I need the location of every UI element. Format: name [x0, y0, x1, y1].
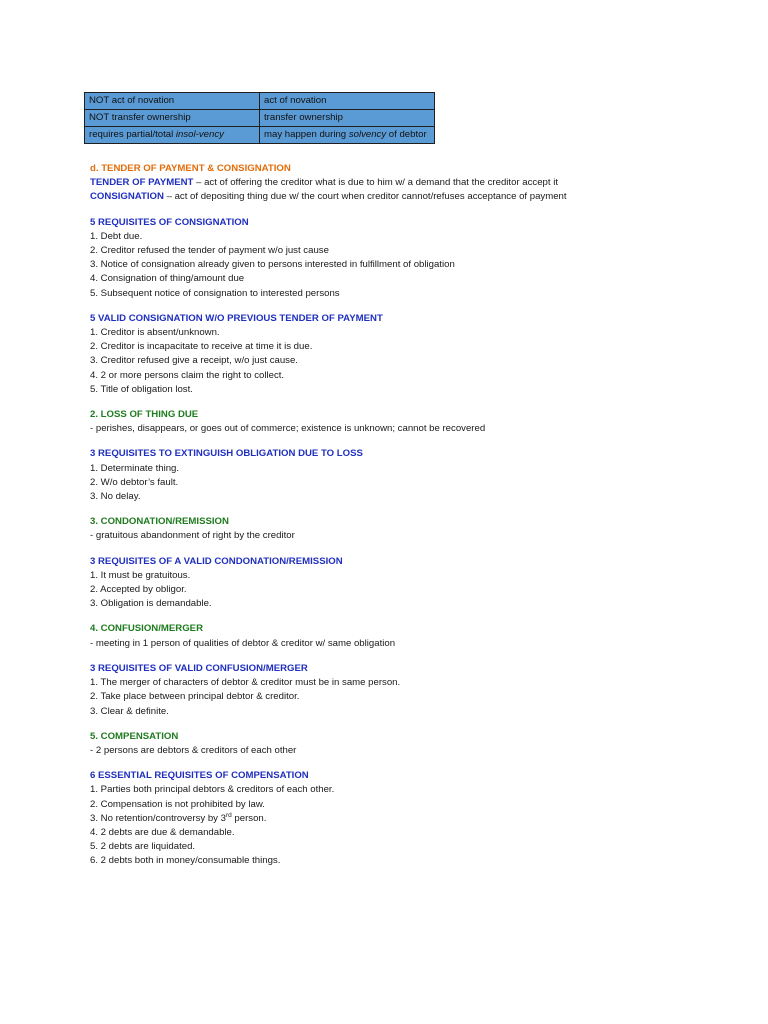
list-item: 4. Consignation of thing/amount due: [90, 273, 245, 285]
loss-section: [90, 408, 730, 436]
defined-term: CONSIGNATION: [90, 191, 164, 203]
cell-emphasis: insol-vency: [175, 129, 224, 140]
list-item: 4. 2 debts are due & demandable.: [90, 826, 235, 838]
section-heading: 3 REQUISITES OF A VALID CONDONATION/REMISSION: [90, 555, 343, 567]
requisites-compensation-section: [90, 769, 730, 868]
cell-text: of debtor: [386, 129, 427, 140]
list-item: 1. It must be gratuitous.: [90, 569, 191, 581]
list-item: 2. Creditor is incapacitate to receive at time it is due.: [90, 341, 313, 353]
table-row: [85, 110, 435, 127]
list-item: 3. Clear & definite.: [90, 705, 169, 717]
list-item: [90, 812, 730, 826]
list-item: 5. 2 debts are liquidated.: [90, 841, 196, 853]
section-heading: 5 VALID CONSIGNATION W/O PREVIOUS TENDER OF PAYMENT: [90, 312, 383, 324]
requisites-loss-section: [90, 447, 730, 504]
description-text: - meeting in 1 person of qualities of debtor & creditor w/ same obligation: [90, 637, 396, 649]
table-cell: act of novation: [260, 93, 435, 110]
table-cell: transfer ownership: [260, 110, 435, 127]
list-item: 3. Creditor refused give a receipt, w/o just cause.: [90, 355, 298, 367]
tender-section: [90, 162, 730, 205]
description-text: - perishes, disappears, or goes out of commerce; existence is unknown; cannot be recovered: [90, 423, 486, 435]
confusion-section: [90, 622, 730, 650]
definition-text: – act of offering the creditor what is due to him w/ a demand that the creditor accept it: [193, 177, 559, 189]
requisites-consignation-section: [90, 216, 730, 301]
list-item: 3. Obligation is demandable.: [90, 598, 212, 610]
list-item: 4. 2 or more persons claim the right to collect.: [90, 369, 285, 381]
item-text: person.: [231, 812, 267, 824]
section-heading: 2. LOSS OF THING DUE: [90, 409, 199, 421]
table-cell: NOT transfer ownership: [85, 110, 260, 127]
definition-line: [90, 176, 730, 190]
list-item: 5. Title of obligation lost.: [90, 383, 193, 395]
section-heading: 6 ESSENTIAL REQUISITES OF COMPENSATION: [90, 770, 309, 782]
defined-term: TENDER OF PAYMENT: [90, 177, 194, 189]
cell-text: requires partial/total: [89, 129, 176, 140]
section-heading: 5. COMPENSATION: [90, 730, 179, 742]
cell-text: may happen during: [264, 129, 349, 140]
table-cell: NOT act of novation: [85, 93, 260, 110]
list-item: 1. The merger of characters of debtor & creditor must be in same person.: [90, 677, 401, 689]
list-item: 3. Notice of consignation already given to persons interested in fulfillment of obligation: [90, 259, 455, 271]
list-item: 1. Debt due.: [90, 230, 143, 242]
list-item: 2. Creditor refused the tender of payment w/o just cause: [90, 245, 329, 257]
cell-emphasis: solvency: [348, 129, 387, 140]
definition-text: – act of depositing thing due w/ the court when creditor cannot/refuses acceptance of payment: [163, 191, 567, 203]
section-heading: 5 REQUISITES OF CONSIGNATION: [90, 216, 249, 228]
table-cell: [85, 127, 260, 144]
list-item: 1. Parties both principal debtors & creditors of each other.: [90, 784, 335, 796]
ordinal-suffix: rd: [225, 811, 232, 819]
list-item: 2. Compensation is not prohibited by law.: [90, 798, 265, 810]
section-heading: 4. CONFUSION/MERGER: [90, 623, 204, 635]
compensation-section: [90, 730, 730, 758]
section-heading: 3 REQUISITES TO EXTINGUISH OBLIGATION DUE TO LOSS: [90, 448, 363, 460]
requisites-confusion-section: [90, 662, 730, 719]
table-row: [85, 93, 435, 110]
table-row: [85, 127, 435, 144]
description-text: - gratuitous abandonment of right by the creditor: [90, 530, 295, 542]
list-item: 5. Subsequent notice of consignation to interested persons: [90, 287, 340, 299]
description-text: - 2 persons are debtors & creditors of each other: [90, 744, 297, 756]
condonation-section: [90, 515, 730, 543]
list-item: 1. Creditor is absent/unknown.: [90, 327, 220, 339]
item-text: 3. No retention/controversy by 3: [90, 812, 226, 824]
table-cell: [260, 127, 435, 144]
section-heading: d. TENDER OF PAYMENT & CONSIGNATION: [90, 163, 291, 174]
document-page: [90, 92, 730, 869]
list-item: 6. 2 debts both in money/consumable things.: [90, 855, 281, 867]
list-item: 1. Determinate thing.: [90, 462, 180, 474]
list-item: 2. Accepted by obligor.: [90, 584, 187, 596]
section-heading: 3. CONDONATION/REMISSION: [90, 516, 229, 528]
requisites-condonation-section: [90, 555, 730, 612]
valid-consignation-section: [90, 312, 730, 397]
novation-comparison-table: [84, 92, 435, 144]
definition-line: [90, 190, 730, 204]
list-item: 2. Take place between principal debtor & creditor.: [90, 691, 300, 703]
list-item: 3. No delay.: [90, 491, 141, 503]
list-item: 2. W/o debtor’s fault.: [90, 476, 179, 488]
section-heading: 3 REQUISITES OF VALID CONFUSION/MERGER: [90, 662, 308, 674]
